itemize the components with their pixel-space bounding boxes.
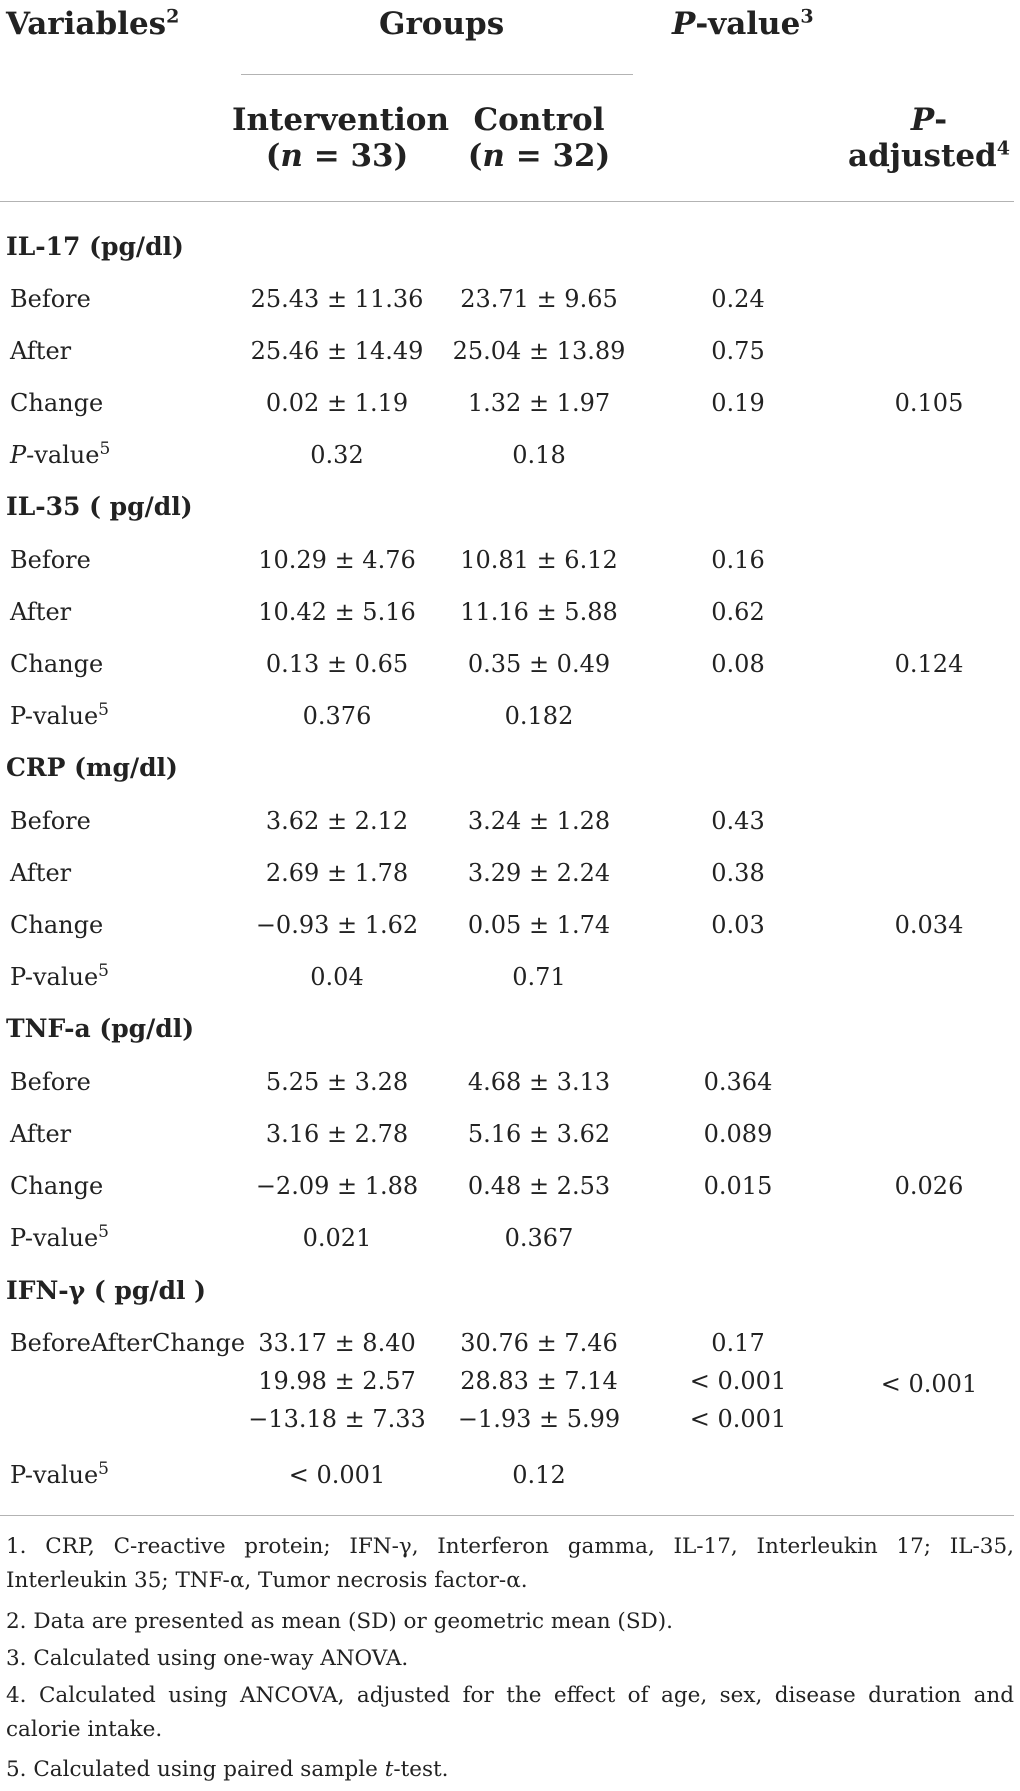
row-label: Before	[10, 1068, 91, 1096]
merged-value: < 0.001	[689, 1367, 787, 1395]
pvalue-row-sup: 5	[99, 439, 111, 459]
header-variables-text: Variables	[6, 6, 167, 42]
cell-intervention: 5.25 ± 3.28	[265, 1068, 409, 1096]
pvalue-row-label-rest: P-value	[10, 963, 99, 991]
merged-value: 33.17 ± 8.40	[258, 1329, 416, 1357]
cell-control: 3.29 ± 2.24	[467, 859, 611, 887]
header-control-n	[434, 138, 644, 174]
cell-control: 0.12	[512, 1461, 566, 1489]
header-intervention-n-var: n	[280, 138, 303, 174]
pvalue-row-label-rest: P-value	[10, 1224, 99, 1252]
pvalue-row-sup: 5	[98, 700, 109, 720]
cell-intervention: 0.02 ± 1.19	[265, 389, 409, 417]
row-label: After	[10, 1120, 72, 1148]
cell-control: 0.71	[512, 963, 566, 991]
cell-control: 0.182	[504, 702, 574, 730]
footnote-4: 4. Calculated using ANCOVA, adjusted for the effect of age, sex, disease duration and calorie intake.	[6, 1683, 1014, 1742]
cell-intervention: 0.021	[302, 1224, 372, 1252]
row-label: Before	[10, 285, 91, 313]
header-control-n-var: n	[482, 138, 505, 174]
header-padjusted-p: P	[910, 102, 935, 138]
cell-control: 23.71 ± 9.65	[460, 285, 618, 313]
header-control	[434, 102, 644, 174]
header-padjusted-word: adjusted	[848, 138, 997, 174]
header-padjusted-dash: -	[934, 102, 948, 138]
cell-control: 25.04 ± 13.89	[452, 337, 626, 365]
groups-underline	[241, 74, 633, 75]
pvalue-row-label-rest: P-value	[10, 1461, 99, 1489]
section-title-tnfa: TNF-a (pg/dl)	[6, 1014, 195, 1043]
row-label: Change	[10, 650, 104, 678]
cell-pvalue: 0.089	[703, 1120, 773, 1148]
header-padjusted-line1	[839, 102, 1019, 138]
cell-pvalue: 0.62	[711, 598, 765, 626]
cell-intervention: 0.13 ± 0.65	[265, 650, 409, 678]
cell-control: 3.24 ± 1.28	[467, 807, 611, 835]
pvalue-row-label	[10, 1460, 109, 1490]
cell-pvalue: 0.19	[711, 389, 765, 417]
pvalue-row-sup: 5	[98, 1459, 109, 1479]
row-label: After	[10, 598, 72, 626]
section-title-ifng: IFN-γ ( pg/dl )	[6, 1276, 207, 1305]
row-label: After	[10, 859, 72, 887]
row-label: Change	[10, 389, 104, 417]
pvalue-row-sup: 5	[98, 1222, 109, 1242]
merged-value: 19.98 ± 2.57	[258, 1367, 416, 1395]
cell-padjusted: 0.026	[894, 1172, 964, 1200]
cell-control: 10.81 ± 6.12	[460, 546, 618, 574]
cell-intervention: 25.46 ± 14.49	[250, 337, 424, 365]
merged-value: 30.76 ± 7.46	[460, 1329, 618, 1357]
cell-pvalue: 0.015	[703, 1172, 773, 1200]
section-title-crp: CRP (mg/dl)	[6, 753, 178, 782]
merged-value: < 0.001	[689, 1405, 787, 1433]
pvalue-row-label	[10, 1223, 109, 1253]
header-padjusted	[839, 102, 1019, 174]
cell-pvalue: 0.03	[711, 911, 765, 939]
header-rule	[0, 201, 1014, 202]
merged-row-label: BeforeAfterChange	[10, 1329, 246, 1357]
cell-control: 0.48 ± 2.53	[467, 1172, 611, 1200]
merged-cell-intervention	[232, 1324, 442, 1438]
section-title-il35: IL-35 ( pg/dl)	[6, 492, 193, 521]
header-pvalue-rest: -value	[695, 6, 801, 42]
footnote-5-suffix: -test.	[393, 1757, 449, 1782]
footnote-5-prefix: 5. Calculated using paired sample	[6, 1757, 385, 1782]
header-padjusted-line2	[839, 138, 1019, 174]
cell-intervention: −2.09 ± 1.88	[255, 1172, 419, 1200]
cell-intervention: 0.04	[310, 963, 364, 991]
header-pvalue-p: P	[672, 6, 696, 42]
footnote-3: 3. Calculated using one-way ANOVA.	[6, 1646, 409, 1671]
pvalue-row-sup: 5	[98, 961, 109, 981]
header-intervention-n	[232, 138, 442, 174]
cell-intervention: 2.69 ± 1.78	[265, 859, 409, 887]
section-title-il17: IL-17 (pg/dl)	[6, 232, 184, 261]
header-groups: Groups	[379, 6, 505, 42]
cell-intervention: 0.376	[302, 702, 372, 730]
merged-value: 0.17	[711, 1329, 765, 1357]
cell-intervention: 3.16 ± 2.78	[265, 1120, 409, 1148]
header-intervention-n-open: (	[265, 138, 281, 174]
cell-intervention: 10.29 ± 4.76	[258, 546, 416, 574]
cell-control: 1.32 ± 1.97	[467, 389, 611, 417]
cell-padjusted: 0.034	[894, 911, 964, 939]
cell-intervention: 10.42 ± 5.16	[258, 598, 416, 626]
pvalue-row-label	[10, 701, 109, 731]
row-label: After	[10, 337, 72, 365]
header-intervention-n-rest: = 33)	[302, 138, 409, 174]
cell-pvalue: 0.08	[711, 650, 765, 678]
cell-intervention: < 0.001	[288, 1461, 386, 1489]
row-label: Change	[10, 1172, 104, 1200]
merged-value: −13.18 ± 7.33	[248, 1405, 426, 1433]
footer-rule	[0, 1515, 1014, 1516]
cell-intervention: −0.93 ± 1.62	[255, 911, 419, 939]
header-pvalue	[672, 6, 814, 42]
merged-value: −1.93 ± 5.99	[457, 1405, 621, 1433]
cell-pvalue: 0.24	[711, 285, 765, 313]
pvalue-row-label-italic: P	[10, 441, 27, 469]
pvalue-row-label	[10, 440, 110, 470]
header-pvalue-sup: 3	[800, 5, 814, 28]
cell-control: 5.16 ± 3.62	[467, 1120, 611, 1148]
header-padjusted-sup: 4	[996, 137, 1010, 160]
cell-intervention: 3.62 ± 2.12	[265, 807, 409, 835]
merged-value: 28.83 ± 7.14	[460, 1367, 618, 1395]
pvalue-row-label-rest: -value	[26, 441, 100, 469]
cell-control: 0.367	[504, 1224, 574, 1252]
cell-pvalue: 0.364	[703, 1068, 773, 1096]
merged-cell-control	[434, 1324, 644, 1438]
merged-cell-pvalue	[653, 1324, 823, 1438]
cell-control: 11.16 ± 5.88	[460, 598, 618, 626]
footnote-1: 1. CRP, C-reactive protein; IFN-γ, Interferon gamma, IL-17, Interleukin 17; IL-35, Interleukin 35; TNF-α, Tumor necrosis factor-α.	[6, 1534, 1014, 1593]
pvalue-row-label	[10, 962, 109, 992]
cell-padjusted: 0.105	[894, 389, 964, 417]
cell-pvalue: 0.75	[711, 337, 765, 365]
cell-control: 4.68 ± 3.13	[467, 1068, 611, 1096]
cell-control: 0.18	[512, 441, 566, 469]
row-label: Before	[10, 546, 91, 574]
cell-padjusted: 0.124	[894, 650, 964, 678]
pvalue-row-label-rest: P-value	[10, 702, 99, 730]
header-variables-sup: 2	[166, 5, 180, 28]
header-variables	[6, 6, 179, 42]
cell-pvalue: 0.38	[711, 859, 765, 887]
header-control-n-open: (	[467, 138, 483, 174]
header-control-n-rest: = 32)	[504, 138, 611, 174]
row-label: Change	[10, 911, 104, 939]
merged-cell-padjusted: < 0.001	[880, 1370, 978, 1398]
header-intervention-label: Intervention	[232, 102, 449, 138]
cell-pvalue: 0.43	[711, 807, 765, 835]
cell-pvalue: 0.16	[711, 546, 765, 574]
header-control-label: Control	[473, 102, 605, 138]
header-intervention	[232, 102, 449, 174]
cell-intervention: 25.43 ± 11.36	[250, 285, 424, 313]
cell-control: 0.35 ± 0.49	[467, 650, 611, 678]
cell-intervention: 0.32	[310, 441, 364, 469]
cell-control: 0.05 ± 1.74	[467, 911, 611, 939]
row-label: Before	[10, 807, 91, 835]
footnote-5-italic: t	[384, 1757, 394, 1782]
footnote-2: 2. Data are presented as mean (SD) or geometric mean (SD).	[6, 1609, 674, 1634]
footnote-5	[6, 1753, 1014, 1787]
